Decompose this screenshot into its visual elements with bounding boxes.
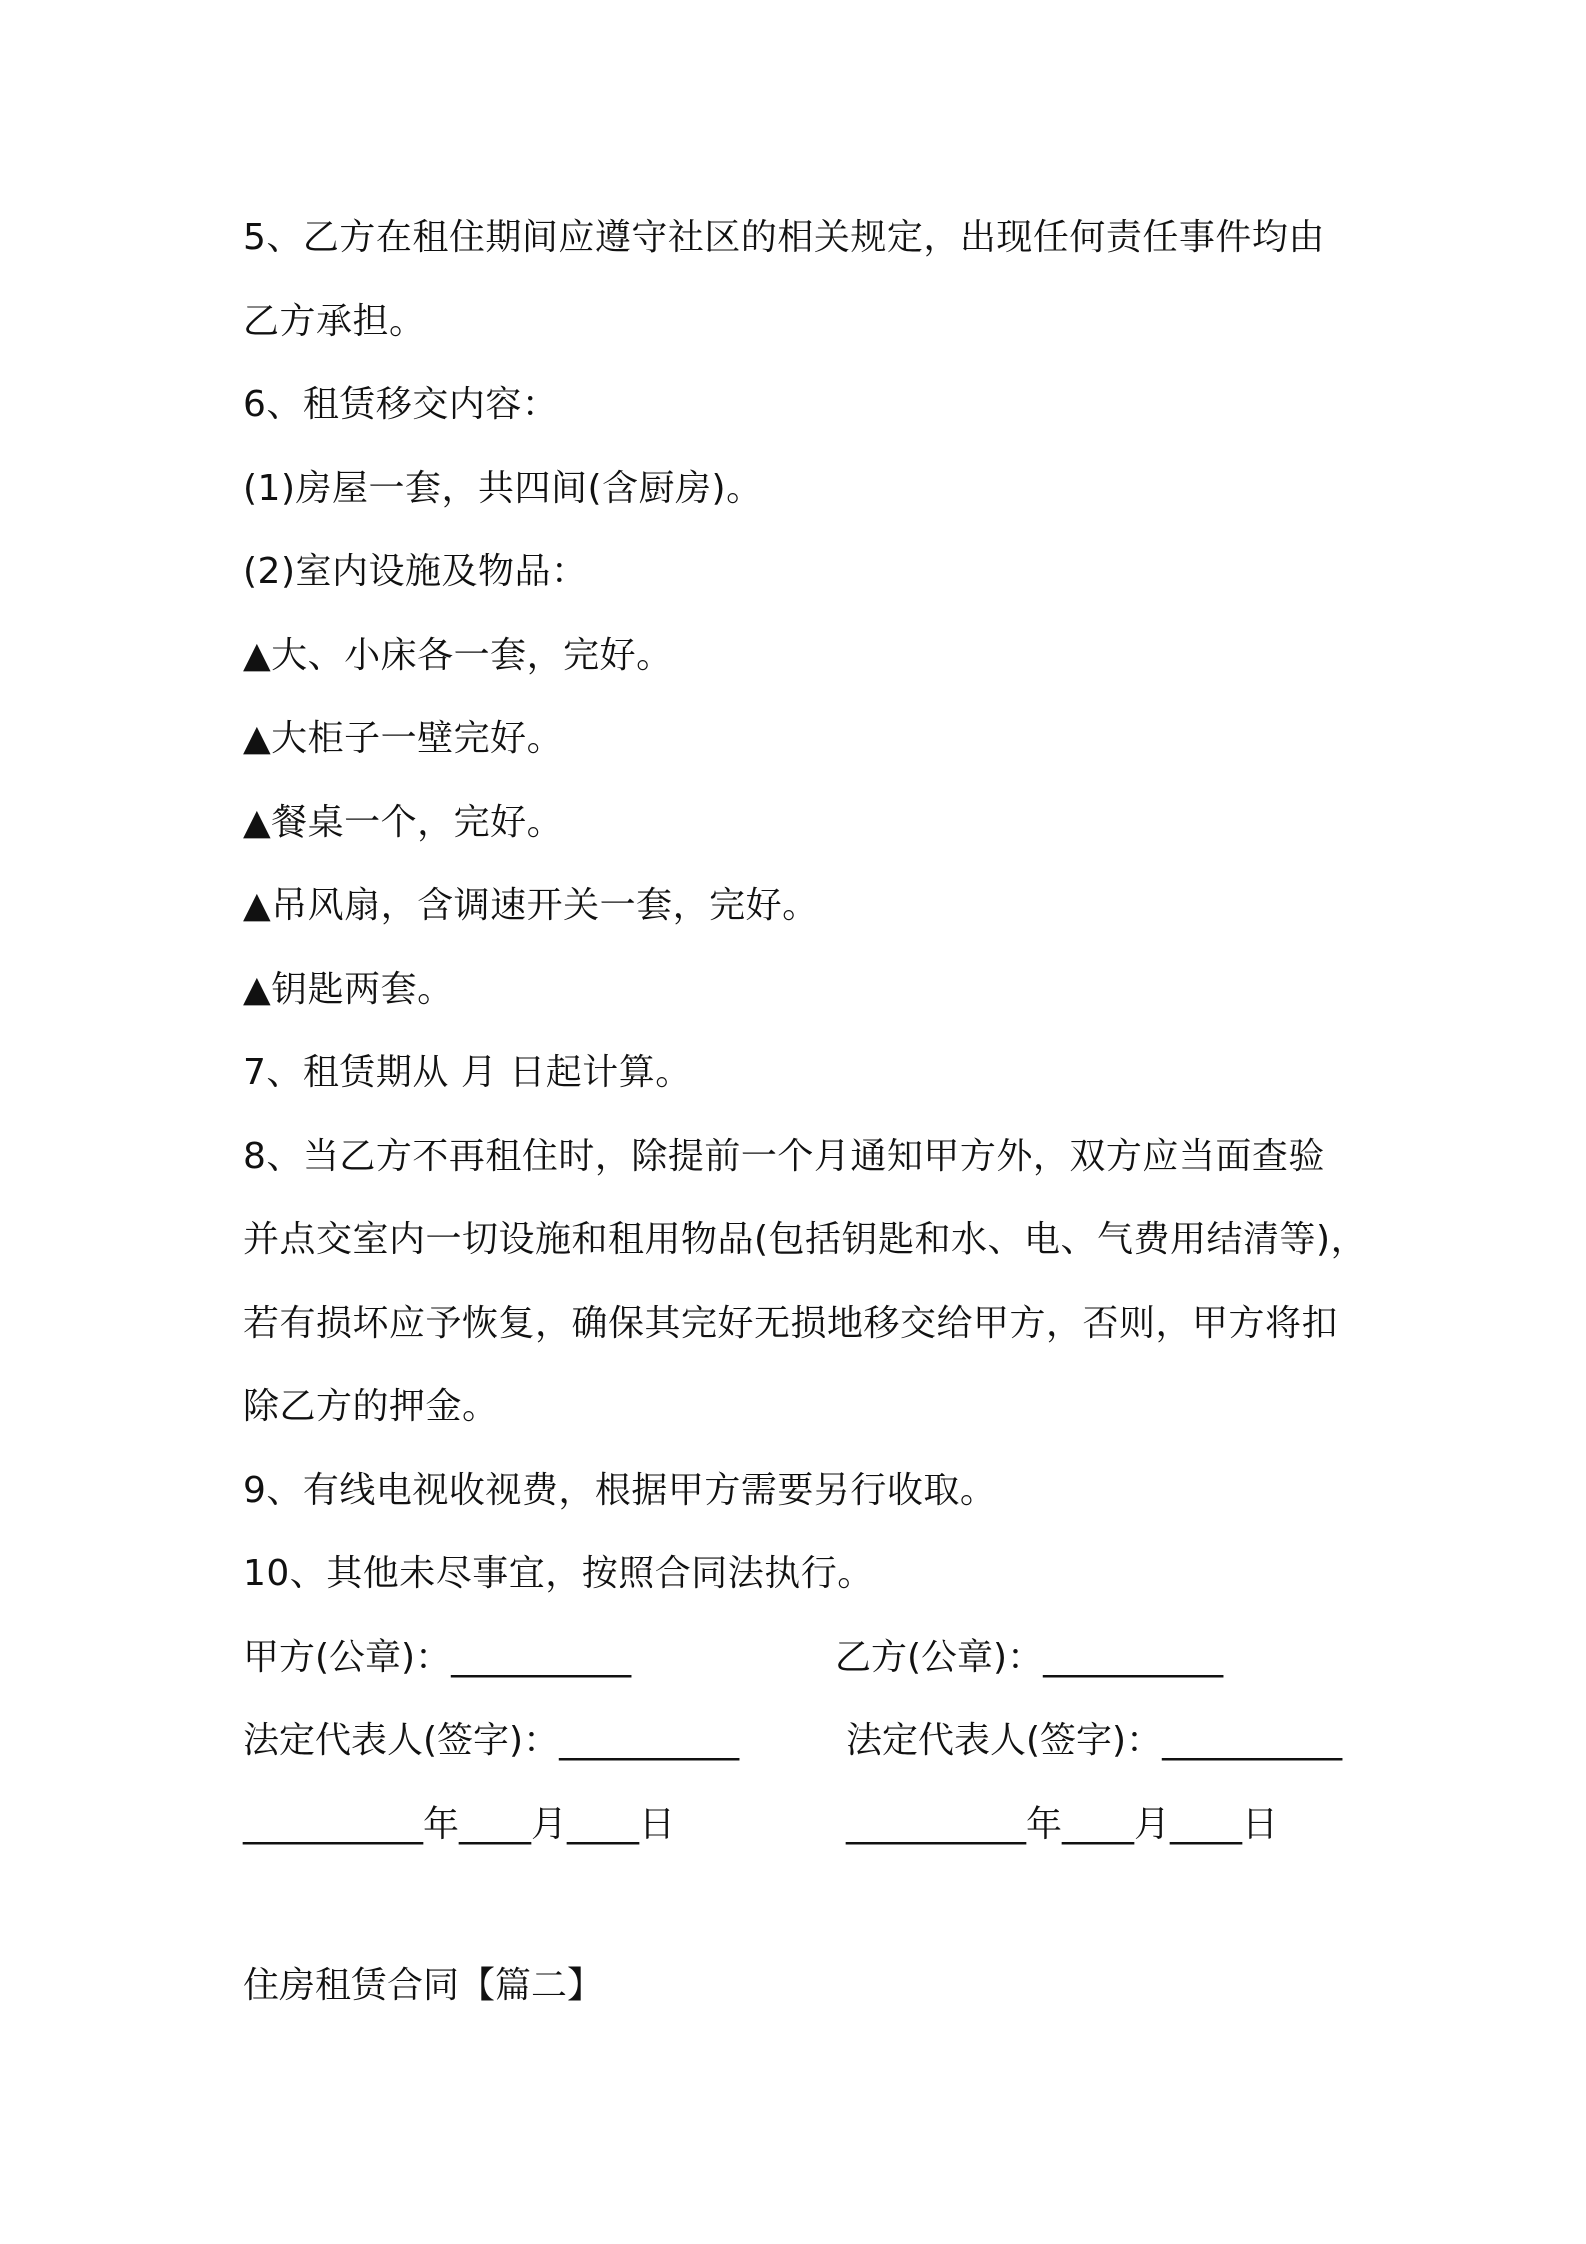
clause-line: 除乙方的押金。 <box>243 1386 499 1427</box>
signature-date-row <box>243 1783 1353 1867</box>
party-b-seal: 乙方(公章)：__________ <box>835 1636 1224 1678</box>
clause-line: 9、有线电视收视费，根据甲方需要另行收取。 <box>243 1469 997 1511</box>
clause-line: (1)房屋一套，共四间(含厨房)。 <box>243 467 763 509</box>
clause-line: 并点交室内一切设施和租用物品(包括钥匙和水、电、气费用结清等)， <box>243 1219 1368 1260</box>
item-line: ▲大、小床各一套，完好。 <box>243 634 673 676</box>
party-a-date: __________年____月____日 <box>243 1803 675 1845</box>
contract-body <box>243 196 1368 2028</box>
clause-line: 7、租赁期从 月 日起计算。 <box>243 1052 692 1093</box>
item-line: ▲吊风扇，含调速开关一套，完好。 <box>243 885 819 926</box>
clause-line: 8、当乙方不再租住时，除提前一个月通知甲方外，双方应当面查验 <box>243 1135 1325 1177</box>
clause-line: 乙方承担。 <box>243 300 426 342</box>
party-a-representative: 法定代表人(签字)：__________ <box>243 1720 740 1761</box>
item-line: ▲钥匙两套。 <box>243 968 454 1010</box>
clause-line: 5、乙方在租住期间应遵守社区的相关规定，出现任何责任事件均由 <box>243 217 1325 258</box>
clause-line: 10、其他未尽事宜，按照合同法执行。 <box>243 1553 874 1594</box>
item-line: ▲餐桌一个，完好。 <box>243 801 564 843</box>
clause-line: (2)室内设施及物品： <box>243 551 588 592</box>
clause-line: 若有损坏应予恢复，确保其完好无损地移交给甲方，否则，甲方将扣 <box>243 1302 1339 1344</box>
clause-line: 6、租赁移交内容： <box>243 384 559 425</box>
party-a-seal: 甲方(公章)：__________ <box>243 1636 632 1678</box>
party-b-date: __________年____月____日 <box>846 1803 1278 1845</box>
signature-rep-row <box>243 1699 1353 1783</box>
section-spacer <box>243 1866 1353 1944</box>
item-line: ▲大柜子一壁完好。 <box>243 718 564 759</box>
signature-seal-row <box>243 1616 1353 1700</box>
party-b-representative: 法定代表人(签字)：__________ <box>846 1720 1343 1761</box>
next-section-title: 住房租赁合同【篇二】 <box>243 1965 604 2006</box>
